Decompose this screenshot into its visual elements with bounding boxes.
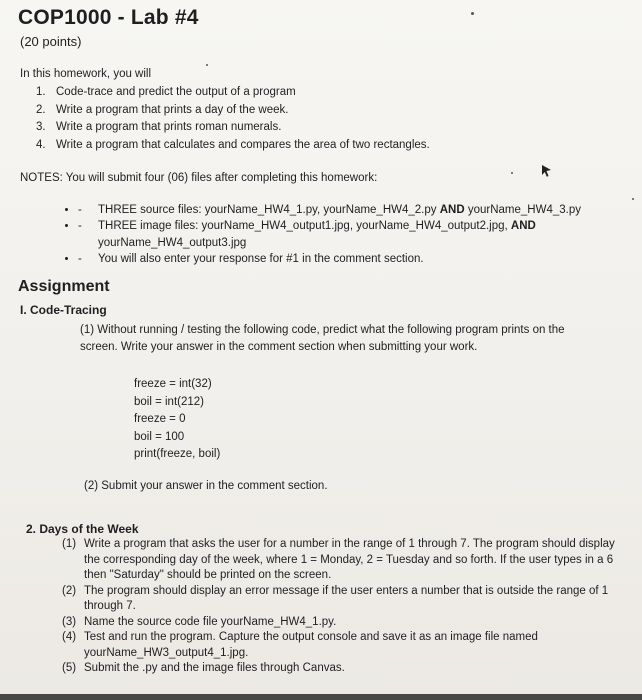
- intro-text: In this homework, you will: [20, 68, 152, 80]
- dust-speck: [471, 12, 474, 15]
- dash-bullet-icon: • -: [78, 203, 82, 216]
- page-edge-shadow: [0, 694, 642, 700]
- item-number: 1.: [36, 86, 46, 98]
- code-line: boil = 100: [134, 430, 185, 443]
- list-item: [62, 630, 622, 661]
- code-line: print(freeze, boil): [134, 448, 221, 460]
- list-item: [62, 615, 622, 631]
- list-item: [36, 137, 430, 155]
- list-item: [36, 84, 430, 102]
- code-line: freeze = int(32): [134, 378, 212, 390]
- item-number: 4.: [36, 138, 46, 151]
- and-text: AND: [510, 220, 536, 232]
- item-number: (3): [62, 615, 77, 628]
- list-item: [62, 661, 622, 677]
- item-number: 3.: [36, 121, 46, 133]
- item-number: (1): [62, 538, 77, 550]
- item-text: Submit the .py and the image files through Canvas.: [84, 662, 345, 674]
- code-tracing-heading: I. Code-Tracing: [20, 303, 107, 317]
- notes-heading: NOTES: You will submit four (06) files after completing this homework:: [20, 172, 378, 184]
- list-item: [62, 584, 622, 615]
- assignment-heading: Assignment: [18, 278, 110, 295]
- source-files-text: THREE source files: yourName_HW4_1.py, yourName_HW4_2.py: [98, 203, 440, 216]
- list-item: [36, 119, 430, 137]
- days-of-week-heading: 2. Days of the Week: [26, 522, 139, 536]
- image-files-text-end: yourName_HW4_output3.jpg: [98, 236, 247, 249]
- list-item: [78, 202, 638, 219]
- code-block: [134, 376, 220, 464]
- list-item: [62, 537, 622, 584]
- code-tracing-step-1: (1) Without running / testing the following code, predict what the following program prints on the screen. Write your answer in the comment section when submitting your work.: [80, 324, 565, 353]
- mouse-pointer-icon: [541, 164, 553, 178]
- dust-speck: [206, 64, 208, 66]
- item-text: Write a program that prints roman numerals.: [56, 121, 282, 133]
- notes-list: [38, 202, 638, 268]
- dash-bullet-icon: • -: [78, 220, 82, 232]
- item-text: Write a program that asks the user for a number in the range of 1 through 7. The program should display the corresponding day of the week, where 1 = Monday, 2 = Tuesday and so forth. If the user types in a 6 then "Saturday" should be printed on the screen.: [84, 538, 615, 581]
- item-text: Write a program that prints a day of the week.: [56, 103, 289, 116]
- dust-speck: [511, 172, 513, 174]
- page-title: COP1000 - Lab #4: [18, 6, 199, 29]
- list-item: [78, 218, 638, 251]
- item-number: (2): [62, 584, 77, 597]
- item-number: 2.: [36, 103, 46, 116]
- item-text: Test and run the program. Capture the output console and save it as an image file named yourName_HW3_output4_1.jpg.: [84, 631, 538, 659]
- days-of-week-list: [62, 537, 622, 677]
- points-label: (20 points): [20, 34, 82, 49]
- item-text: Write a program that calculates and compares the area of two rectangles.: [56, 138, 430, 151]
- item-number: (5): [62, 662, 77, 674]
- dust-speck: [632, 198, 634, 200]
- code-tracing-step-2: (2) Submit your answer in the comment section.: [84, 480, 328, 492]
- and-text: AND: [439, 203, 465, 216]
- source-files-text-end: yourName_HW4_3.py: [464, 203, 581, 216]
- intro-list: [36, 84, 430, 154]
- response-text: You will also enter your response for #1 in the comment section.: [98, 253, 424, 265]
- item-text: The program should display an error message if the user enters a number that is outside the range of 1 through 7.: [84, 584, 609, 612]
- item-text: Name the source code file yourName_HW4_1.py.: [84, 615, 337, 628]
- code-line: boil = int(212): [134, 395, 204, 408]
- list-item: [36, 102, 430, 120]
- code-line: freeze = 0: [134, 413, 186, 425]
- list-item: [78, 251, 638, 268]
- image-files-text: THREE image files: yourName_HW4_output1.jpg, yourName_HW4_output2.jpg,: [98, 220, 511, 232]
- dash-bullet-icon: • -: [78, 253, 82, 265]
- item-number: (4): [62, 631, 77, 643]
- item-text: Code-trace and predict the output of a program: [56, 86, 296, 98]
